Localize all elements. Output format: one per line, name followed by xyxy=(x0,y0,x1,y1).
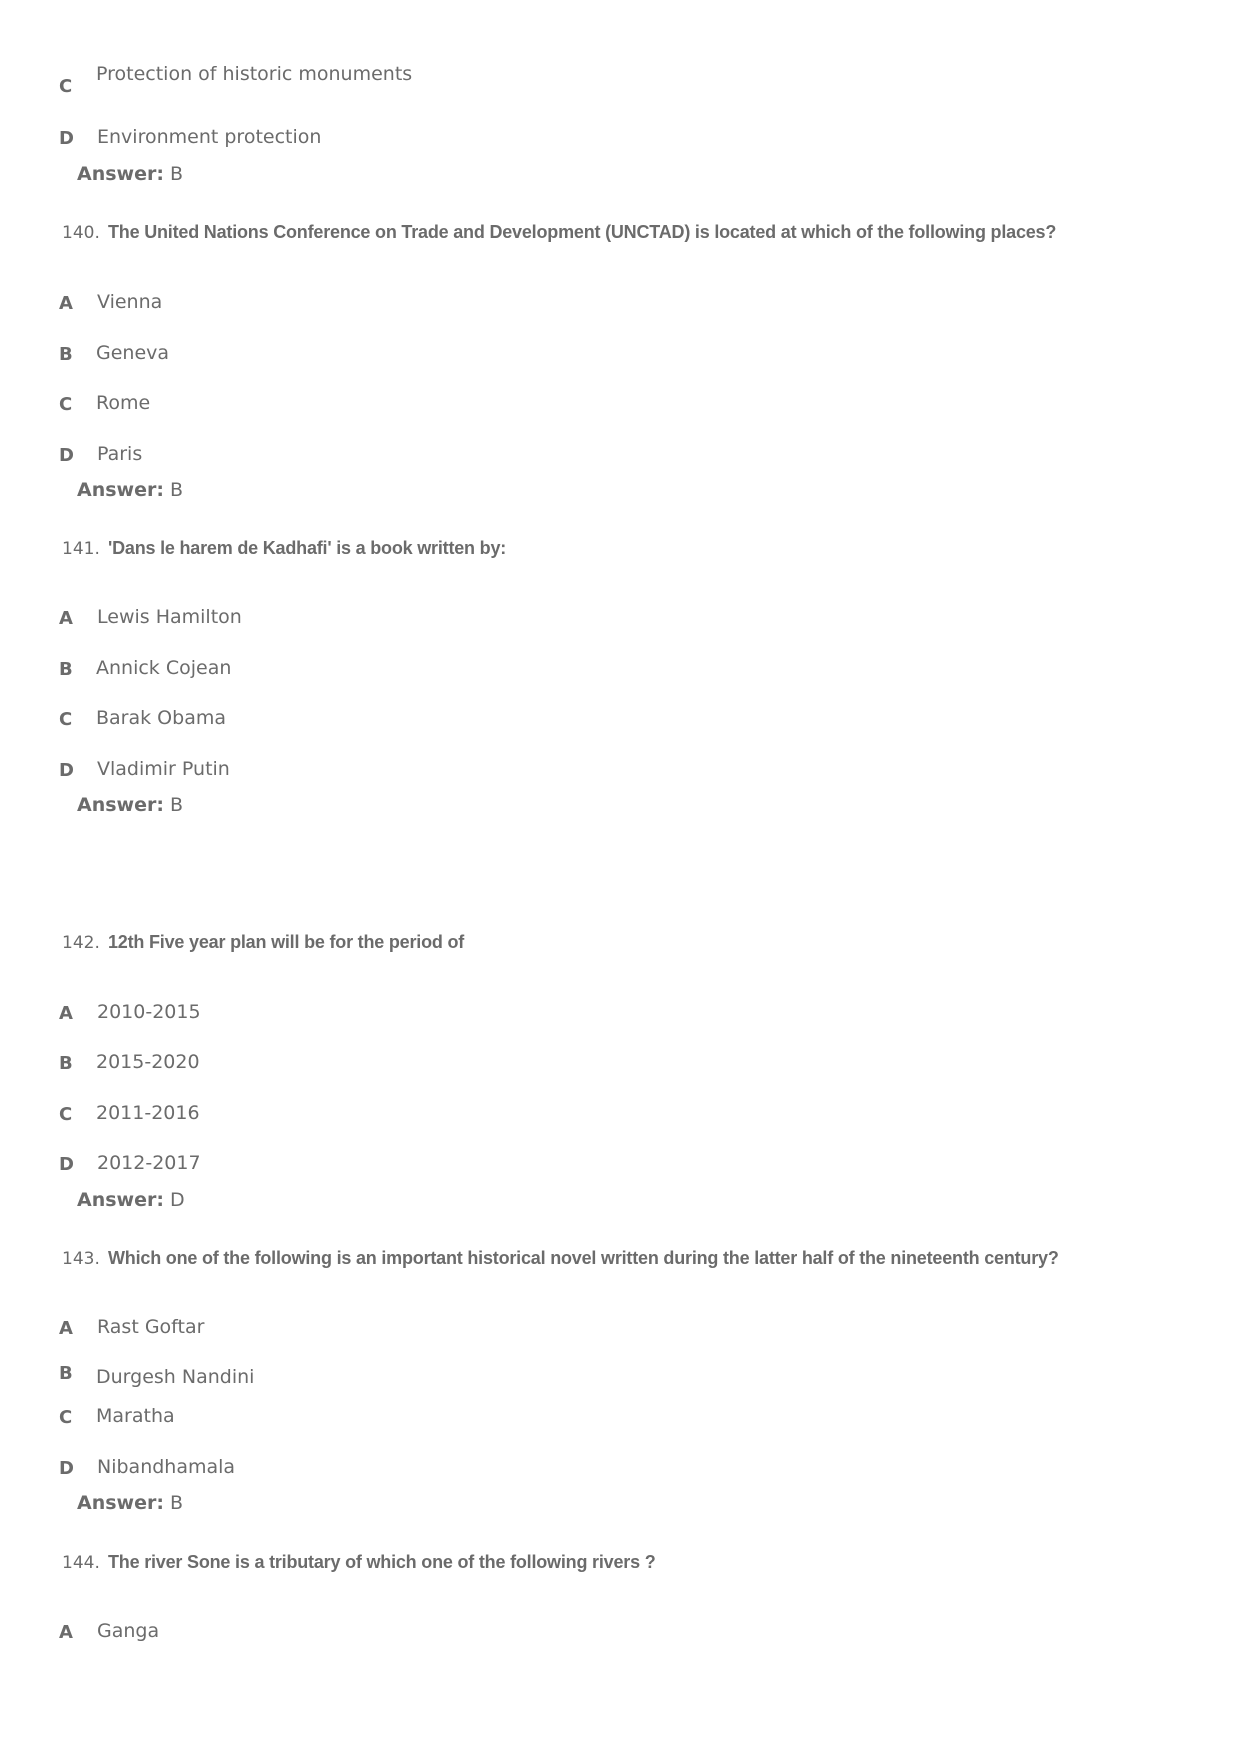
option-letter: B xyxy=(59,1363,73,1384)
answer-label: Answer: xyxy=(77,1189,164,1211)
option-text: Environment protection xyxy=(97,126,322,148)
answer-label: Answer: xyxy=(77,794,164,816)
option-letter: A xyxy=(59,608,73,629)
option-letter: B xyxy=(59,344,73,365)
answer-line xyxy=(77,794,183,816)
answer-label: Answer: xyxy=(77,1492,164,1514)
answer-label: Answer: xyxy=(77,163,164,185)
answer-value: B xyxy=(170,1492,184,1514)
option-letter: D xyxy=(59,128,74,149)
option-letter: C xyxy=(59,394,73,415)
option-letter: C xyxy=(59,1407,73,1428)
answer-label: Answer: xyxy=(77,479,164,501)
option-text: Geneva xyxy=(96,342,170,364)
answer-line xyxy=(77,479,183,501)
option-text: Lewis Hamilton xyxy=(97,606,242,628)
question-number: 143. xyxy=(62,1249,100,1269)
question-text: 12th Five year plan will be for the period of xyxy=(108,932,465,952)
option-letter: D xyxy=(59,1154,74,1175)
answer-value: D xyxy=(170,1189,185,1211)
answer-value: B xyxy=(170,479,184,501)
option-text: Maratha xyxy=(96,1405,175,1427)
answer-line xyxy=(77,1492,183,1514)
option-letter: D xyxy=(59,760,74,781)
answer-value: B xyxy=(170,794,184,816)
question-number: 141. xyxy=(62,539,100,559)
option-letter: A xyxy=(59,1622,73,1643)
question-text: The United Nations Conference on Trade and Development (UNCTAD) is located at which of the following places? xyxy=(108,222,1057,242)
option-text: 2010-2015 xyxy=(97,1001,201,1023)
question-number: 140. xyxy=(62,223,100,243)
option-letter: C xyxy=(59,76,73,97)
option-text: 2011-2016 xyxy=(96,1102,200,1124)
option-letter: D xyxy=(59,1458,74,1479)
question-text: The river Sone is a tributary of which one of the following rivers ? xyxy=(108,1552,656,1572)
answer-line xyxy=(77,1189,185,1211)
option-text: 2012-2017 xyxy=(97,1152,201,1174)
question-number: 142. xyxy=(62,933,100,953)
option-text: Annick Cojean xyxy=(96,657,232,679)
question-text: Which one of the following is an important historical novel written during the latter half of the nineteenth century? xyxy=(108,1248,1059,1268)
option-text: Protection of historic monuments xyxy=(96,63,413,85)
question-text: 'Dans le harem de Kadhafi' is a book written by: xyxy=(108,538,507,558)
option-text: Rast Goftar xyxy=(97,1316,205,1338)
option-letter: B xyxy=(59,659,73,680)
option-text: Barak Obama xyxy=(96,707,226,729)
option-text: Durgesh Nandini xyxy=(96,1366,255,1388)
option-letter: A xyxy=(59,1318,73,1339)
option-text: Vladimir Putin xyxy=(97,758,230,780)
option-text: Vienna xyxy=(97,291,163,313)
option-text: Paris xyxy=(97,443,143,465)
answer-line xyxy=(77,163,183,185)
option-letter: C xyxy=(59,1104,73,1125)
option-text: Ganga xyxy=(97,1620,160,1642)
option-letter: A xyxy=(59,1003,73,1024)
option-text: Rome xyxy=(96,392,151,414)
option-text: Nibandhamala xyxy=(97,1456,236,1478)
option-letter: D xyxy=(59,445,74,466)
answer-value: B xyxy=(170,163,184,185)
option-letter: B xyxy=(59,1053,73,1074)
option-letter: A xyxy=(59,293,73,314)
question-number: 144. xyxy=(62,1553,100,1573)
option-letter: C xyxy=(59,709,73,730)
option-text: 2015-2020 xyxy=(96,1051,200,1073)
